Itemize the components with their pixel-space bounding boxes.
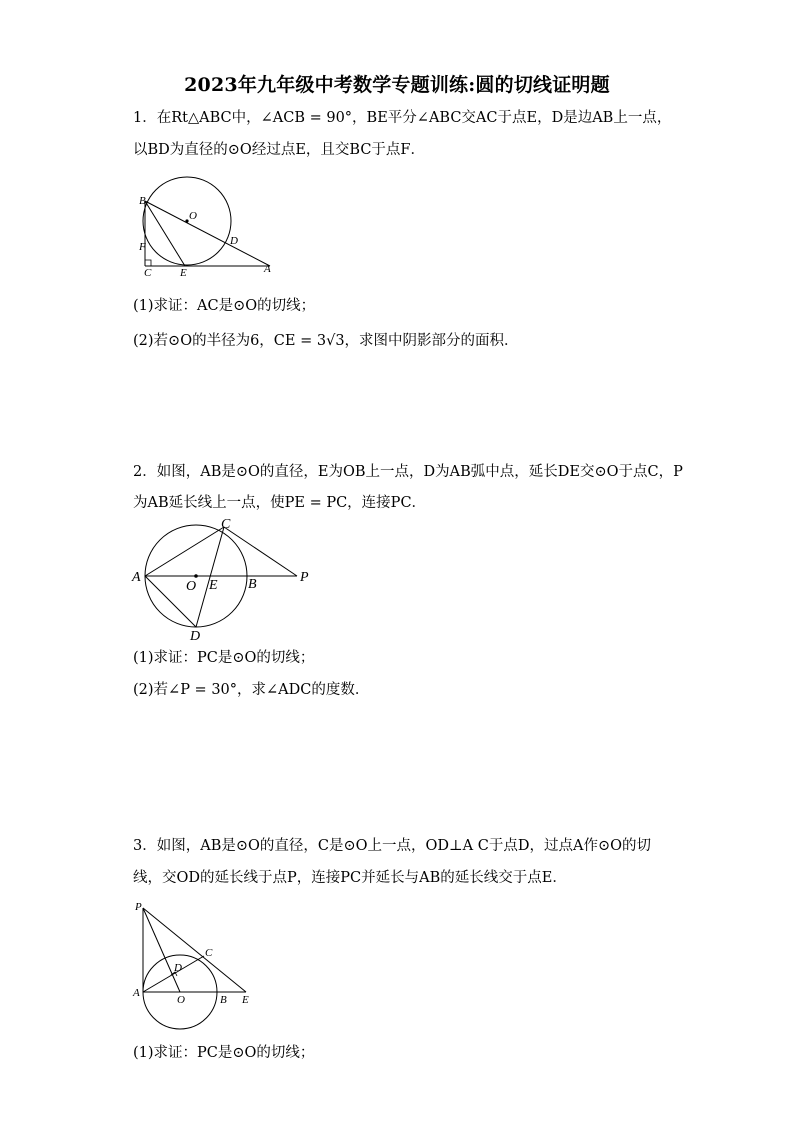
label-a: A	[133, 987, 140, 999]
label-e: E	[209, 578, 218, 593]
label-b: B	[248, 577, 257, 592]
problem-2-line-2: 为AB延长线上一点，使PE = PC，连接PC．	[133, 495, 427, 511]
center-dot	[194, 574, 198, 578]
problem-2-line-1: 2．如图，AB是⊙O的直径，E为OB上一点，D为AB弧中点，延长DE交⊙O于点C，P	[133, 464, 683, 480]
label-b: B	[220, 994, 227, 1006]
label-o: O	[189, 210, 197, 222]
segment-po	[143, 908, 180, 992]
problem-1-line-2: 以BD为直径的⊙O经过点E，且交BC于点F．	[133, 142, 425, 158]
label-e: E	[242, 994, 249, 1006]
segment-cp	[224, 527, 297, 576]
problem-3-question-1: (1)求证：PC是⊙O的切线；	[133, 1045, 315, 1061]
label-p: P	[135, 901, 142, 913]
problem-1-figure	[130, 172, 280, 280]
label-o: O	[186, 579, 197, 594]
problem-1-line-1: 1．在Rt△ABC中，∠ACB = 90°，BE平分∠ABC交AC于点E，D是边AB上一点，	[133, 110, 672, 126]
label-o: O	[177, 994, 185, 1006]
page-title: 2023年九年级中考数学专题训练:圆的切线证明题	[184, 74, 610, 96]
label-a: A	[132, 570, 141, 585]
segment-pe	[143, 908, 246, 992]
label-e: E	[180, 267, 187, 279]
label-d: D	[190, 629, 201, 644]
problem-1-question-1: (1)求证：AC是⊙O的切线；	[133, 298, 316, 314]
segment-ba	[145, 201, 270, 266]
label-c: C	[144, 267, 152, 279]
label-d: D	[230, 235, 238, 247]
label-p: P	[300, 570, 309, 585]
problem-2-question-2: (2)若∠P = 30°，求∠ADC的度数．	[133, 682, 370, 698]
problem-3-figure	[130, 898, 260, 1033]
problem-2-figure	[130, 516, 315, 644]
label-a: A	[264, 263, 271, 275]
problem-3-line-1: 3．如图，AB是⊙O的直径，C是⊙O上一点，OD⊥A C于点D，过点A作⊙O的切	[133, 838, 651, 854]
label-c: C	[221, 517, 231, 532]
label-b: B	[139, 195, 146, 207]
label-f: F	[139, 241, 146, 253]
problem-2-question-1: (1)求证：PC是⊙O的切线；	[133, 650, 315, 666]
segment-be	[145, 201, 185, 266]
problem-3-line-2: 线，交OD的延长线于点P，连接PC并延长与AB的延长线交于点E．	[133, 870, 567, 886]
label-d: D	[174, 962, 182, 974]
problem-1-question-2: (2)若⊙O的半径为6，CE = 3√3，求图中阴影部分的面积．	[133, 333, 519, 349]
label-c: C	[205, 947, 213, 959]
right-angle-mark	[145, 260, 151, 266]
